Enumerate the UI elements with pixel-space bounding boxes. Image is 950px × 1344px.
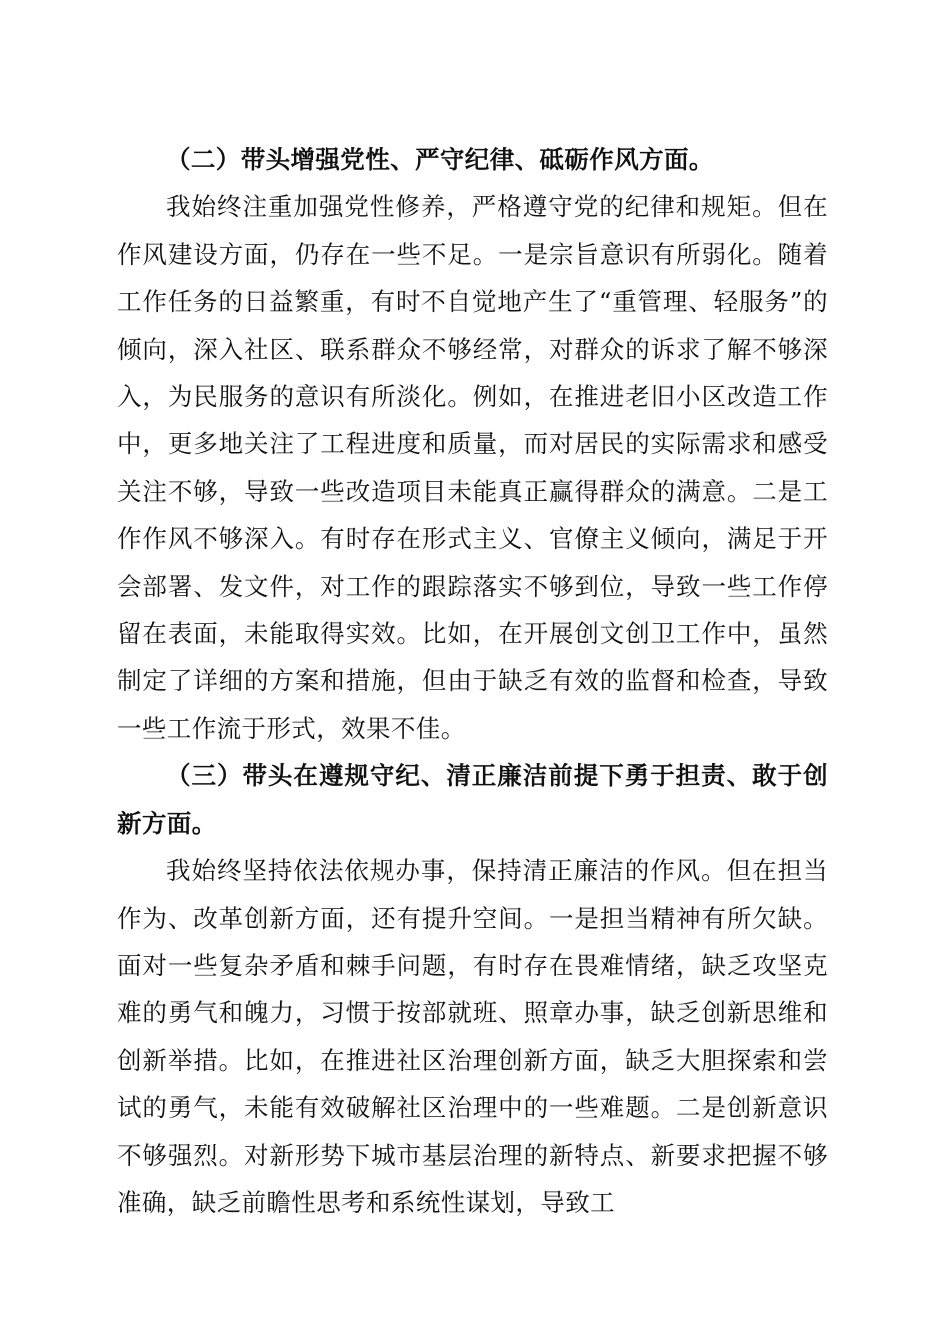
document-body bbox=[117, 136, 828, 1226]
section-heading-3: （三）带头在遵规守纪、清正廉洁前提下勇于担责、敢于创新方面。 bbox=[117, 761, 828, 838]
section-paragraph-2: 我始终注重加强党性修养，严格遵守党的纪律和规矩。但在作风建设方面，仍存在一些不足。一是宗旨意识有所弱化。随着工作任务的日益繁重，有时不自觉地产生了“重管理、轻服务”的倾向，深入社区、联系群众不够经常，对群众的诉求了解不够深入，为民服务的意识有所淡化。例如，在推进老旧小区改造工作中，更多地关注了工程进度和质量，而对居民的实际需求和感受关注不够，导致一些改造项目未能真正赢得群众的满意。二是工作作风不够深入。有时存在形式主义、官僚主义倾向，满足于开会部署、发文件，对工作的跟踪落实不够到位，导致一些工作停留在表面，未能取得实效。比如，在开展创文创卫工作中，虽然制定了详细的方案和措施，但由于缺乏有效的监督和检查，导致一些工作流于形式，效果不佳。 bbox=[117, 192, 828, 743]
section-heading-2: （二）带头增强党性、严守纪律、砥砺作风方面。 bbox=[166, 145, 714, 174]
section-paragraph-3: 我始终坚持依法依规办事，保持清正廉洁的作风。但在担当作为、改革创新方面，还有提升空间。一是担当精神有所欠缺。面对一些复杂矛盾和棘手问题，有时存在畏难情绪，缺乏攻坚克难的勇气和魄力，习惯于按部就班、照章办事，缺乏创新思维和创新举措。比如，在推进社区治理创新方面，缺乏大胆探索和尝试的勇气，未能有效破解社区治理中的一些难题。二是创新意识不够强烈。对新形势下城市基层治理的新特点、新要求把握不够准确，缺乏前瞻性思考和系统性谋划，导致工 bbox=[117, 856, 828, 1217]
